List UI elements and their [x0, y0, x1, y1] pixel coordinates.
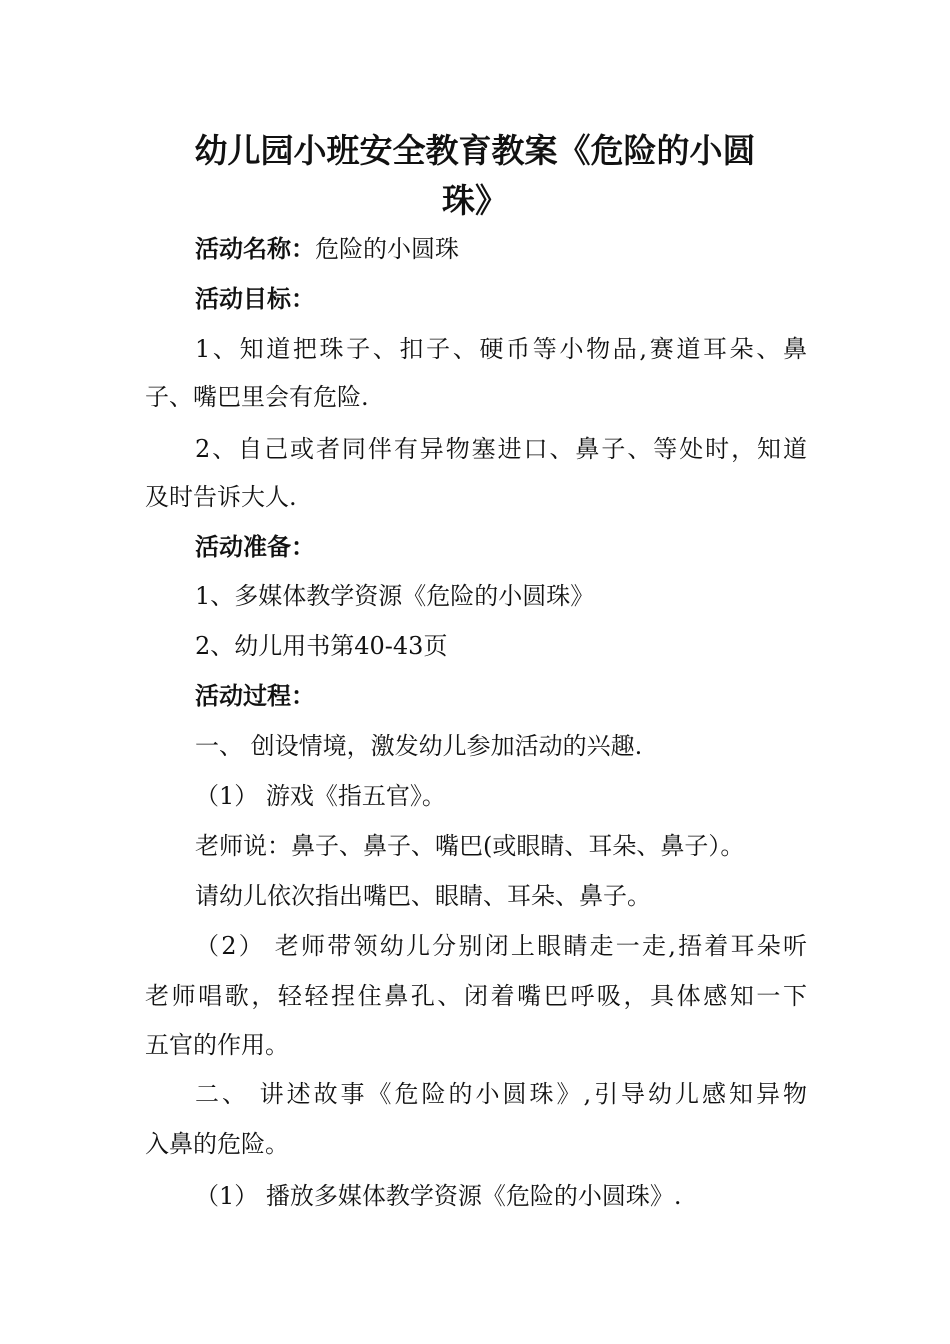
- activity-name-value: 危险的小圆珠: [315, 235, 459, 263]
- process-step-2-line-b: 入鼻的危险。: [145, 1130, 289, 1158]
- process-step-1-1-line-b: 请幼儿依次指出嘴巴、眼睛、耳朵、鼻子。: [195, 882, 651, 910]
- goal-1-line-b: 子、嘴巴里会有危险.: [145, 383, 369, 411]
- process-step-1-2-line-a: （2） 老师带领幼儿分别闭上眼睛走一走,捂着耳朵听: [195, 932, 807, 960]
- activity-goal-heading: 活动目标：: [195, 285, 315, 313]
- process-step-1-1-line-a: 老师说：鼻子、鼻子、嘴巴(或眼睛、耳朵、鼻子）。: [195, 832, 745, 860]
- process-step-1-1: （1） 游戏《指五官》。: [195, 782, 446, 810]
- process-step-2-1: （1） 播放多媒体教学资源《危险的小圆珠》.: [195, 1182, 682, 1210]
- goal-2-line-b: 及时告诉大人.: [145, 483, 297, 511]
- prep-item-2: 2、幼儿用书第40-43页: [195, 632, 448, 660]
- process-step-1-2-line-b: 老师唱歌，轻轻捏住鼻孔、闭着嘴巴呼吸，具体感知一下: [145, 982, 807, 1010]
- document-title-line-1: 幼儿园小班安全教育教案《危险的小圆: [194, 131, 756, 170]
- process-step-1-2-line-c: 五官的作用。: [145, 1031, 289, 1059]
- activity-process-heading: 活动过程：: [195, 682, 315, 710]
- prep-item-1: 1、多媒体教学资源《危险的小圆珠》: [195, 582, 595, 610]
- goal-1-line-a: 1、知道把珠子、扣子、硬币等小物品,赛道耳朵、鼻: [195, 335, 807, 363]
- process-step-1: 一、 创设情境，激发幼儿参加活动的兴趣.: [195, 732, 643, 760]
- activity-name-row: [195, 233, 459, 265]
- activity-name-label: 活动名称：: [195, 235, 315, 263]
- document-title-line-2: 珠》: [442, 181, 508, 220]
- activity-prep-heading: 活动准备：: [195, 533, 315, 561]
- goal-2-line-a: 2、自己或者同伴有异物塞进口、鼻子、等处时，知道: [195, 435, 807, 463]
- process-step-2-line-a: 二、 讲述故事《危险的小圆珠》,引导幼儿感知异物: [195, 1080, 807, 1108]
